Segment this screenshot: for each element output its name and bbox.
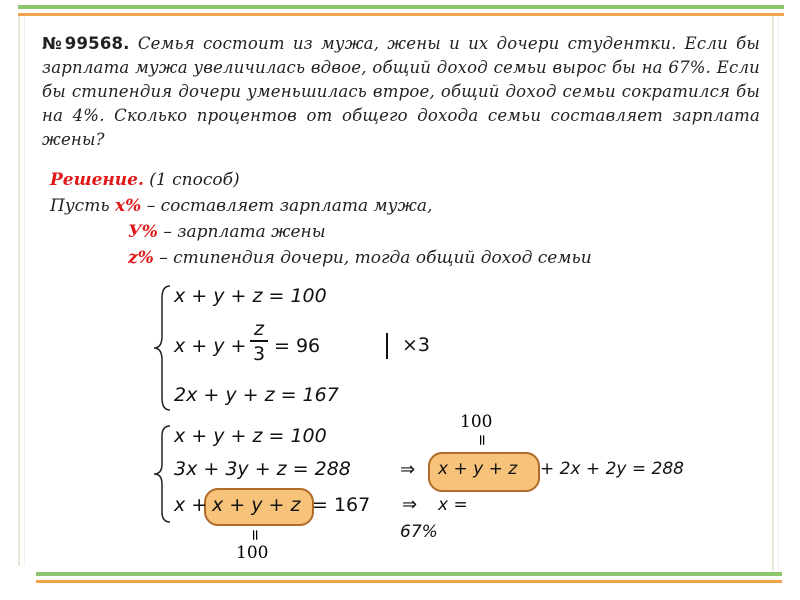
system2-eq3-group: x + y + z xyxy=(212,494,301,516)
system1-eq3: 2x + y + z = 167 xyxy=(174,384,339,406)
let-prefix: Пусть xyxy=(50,196,110,216)
derivation-result-value: 67% xyxy=(400,522,438,542)
frame-right-line xyxy=(772,16,774,571)
frame-top-green xyxy=(18,5,784,9)
var-x: x% xyxy=(115,196,142,216)
derivation-top-sign: = xyxy=(473,433,492,447)
frame-bottom-orange xyxy=(36,580,782,583)
derivation-arrow-1: ⇒ xyxy=(400,459,416,480)
derivation-arrow-2: ⇒ xyxy=(402,494,418,515)
derivation-result-lhs: x = xyxy=(438,495,468,515)
system2-eq3-x: x + xyxy=(174,494,208,516)
system1-eq2-fraction xyxy=(250,318,268,366)
definition-z-line xyxy=(128,248,592,268)
def-z: – стипендия дочери, тогда общий доход семьи xyxy=(159,248,592,268)
def-x: – составляет зарплата мужа, xyxy=(146,196,433,216)
system1-eq2-rhs: = 96 xyxy=(274,335,321,357)
frame-right-line-2 xyxy=(778,16,779,571)
derivation-top-value: 100 xyxy=(460,412,493,432)
system2-eq2: 3x + 3y + z = 288 xyxy=(174,458,351,480)
system2-eq1: x + y + z = 100 xyxy=(174,425,327,447)
system1-eq2-lhs: x + y + xyxy=(174,335,247,357)
solution-heading: Решение. xyxy=(50,170,144,190)
var-z: z% xyxy=(128,248,154,268)
system1-eq1: x + y + z = 100 xyxy=(174,285,327,307)
system2-eq3-rhs: = 167 xyxy=(312,494,371,516)
definition-x-line xyxy=(50,196,432,216)
multiplier-bar xyxy=(386,333,388,359)
system2-under-sign: = xyxy=(246,528,265,542)
problem-text: Семья состоит из мужа, жены и их дочери студентки. Если бы зарплата мужа увеличилась вдвое, общий доход семьи вырос бы на 67%. Если бы стипендия дочери уменьшилась втрое, общий доход семьи сократился бы на 4%. Сколько процентов от общего дохода семьи составляет зарплата жены? xyxy=(42,34,760,149)
system2-brace xyxy=(150,424,174,524)
problem-statement xyxy=(42,32,760,152)
system1-brace xyxy=(150,284,174,412)
derivation-group: x + y + z xyxy=(438,459,518,479)
definition-y-line xyxy=(128,222,326,242)
def-y: – зарплата жены xyxy=(163,222,326,242)
frame-left-line-2 xyxy=(24,16,25,566)
problem-number: №99568. xyxy=(42,34,130,53)
system2-under-value: 100 xyxy=(236,543,269,563)
system1-multiplier: ×3 xyxy=(402,334,431,356)
solution-heading-line xyxy=(50,170,240,190)
fraction-numerator: z xyxy=(254,318,264,340)
var-y: У% xyxy=(128,222,158,242)
frame-top-orange xyxy=(18,13,784,16)
derivation-rest: + 2x + 2y = 288 xyxy=(540,459,684,479)
frame-bottom-green xyxy=(36,572,782,576)
frame-left-line xyxy=(18,16,20,566)
solution-method: (1 способ) xyxy=(149,170,240,190)
fraction-denominator: 3 xyxy=(252,342,266,365)
